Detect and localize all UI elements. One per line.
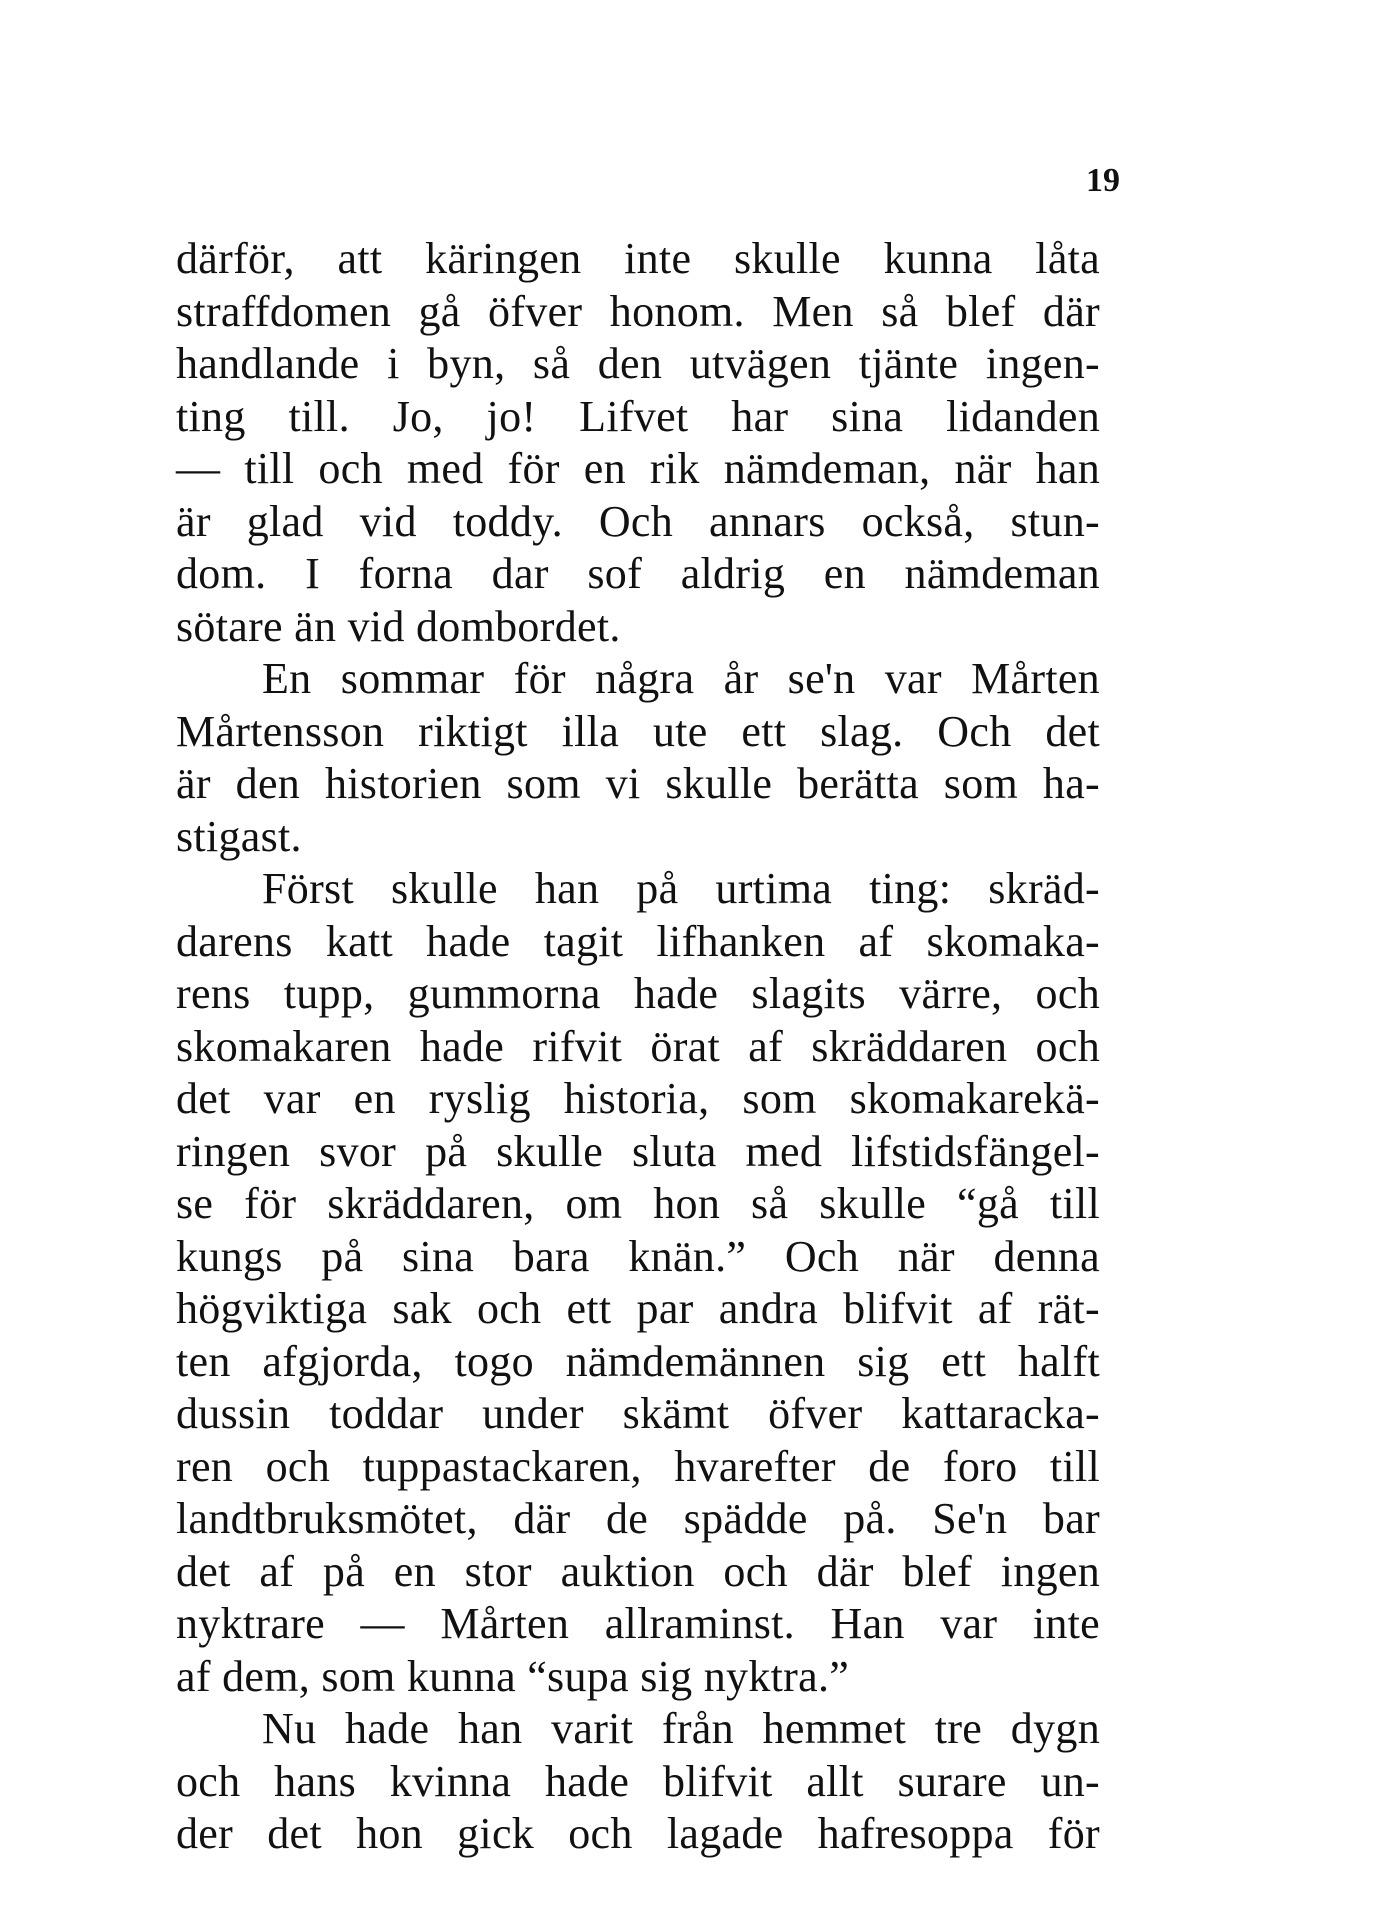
text-line: — till och med för en rik nämdeman, när han [176, 444, 1100, 493]
page-number: 19 [1086, 162, 1120, 199]
body-text [176, 233, 1100, 1861]
text-line: Först skulle han på urtima ting: skräd- [262, 864, 1100, 913]
text-line: nyktrare — Mårten allraminst. Han var inte [176, 1599, 1100, 1648]
text-line: kungs på sina bara knän.” Och när denna [176, 1231, 1100, 1281]
text-line: handlande i byn, så den utvägen tjänte ingen- [176, 339, 1100, 388]
text-line: ting till. Jo, jo! Lifvet har sina lidanden [176, 391, 1100, 441]
text-line: af dem, som kunna “supa sig nyktra.” [176, 1651, 850, 1701]
text-line: sötare än vid dombordet. [176, 601, 621, 651]
text-line: der det hon gick och lagade hafresoppa för [176, 1809, 1100, 1858]
text-line: ringen svor på skulle sluta med lifstidsfängel- [176, 1126, 1100, 1176]
text-line: ten afgjorda, togo nämdemännen sig ett halft [176, 1336, 1100, 1386]
text-line: och hans kvinna hade blifvit allt surare un- [176, 1756, 1100, 1806]
text-line: är den historien som vi skulle berätta som ha- [176, 759, 1100, 808]
text-line: straffdomen gå öfver honom. Men så blef där [176, 286, 1100, 336]
text-line: stigast. [176, 811, 302, 861]
text-line: ren och tuppastackaren, hvarefter de foro till [176, 1441, 1100, 1491]
text-line: darens katt hade tagit lifhanken af skomaka- [176, 916, 1100, 966]
text-line: Nu hade han varit från hemmet tre dygn [262, 1704, 1100, 1753]
text-line: dom. I forna dar sof aldrig en nämdeman [176, 549, 1100, 598]
text-line: det af på en stor auktion och där blef ingen [176, 1546, 1100, 1596]
text-line: därför, att käringen inte skulle kunna låta [176, 234, 1100, 283]
text-line: det var en ryslig historia, som skomakarekä- [176, 1074, 1100, 1123]
text-line: rens tupp, gummorna hade slagits värre, och [176, 969, 1100, 1018]
text-line: högviktiga sak och ett par andra blifvit af rät- [176, 1284, 1100, 1333]
text-line: En sommar för några år se'n var Mårten [262, 654, 1100, 703]
text-line: landtbruksmötet, där de spädde på. Se'n bar [176, 1494, 1100, 1543]
text-line: Mårtensson riktigt illa ute ett slag. Och det [176, 706, 1100, 756]
text-line: skomakaren hade rifvit örat af skräddaren och [176, 1021, 1100, 1071]
text-line: se för skräddaren, om hon så skulle “gå till [176, 1179, 1100, 1228]
text-line: är glad vid toddy. Och annars också, stun- [176, 496, 1100, 546]
text-line: dussin toddar under skämt öfver kattaracka- [176, 1389, 1100, 1438]
